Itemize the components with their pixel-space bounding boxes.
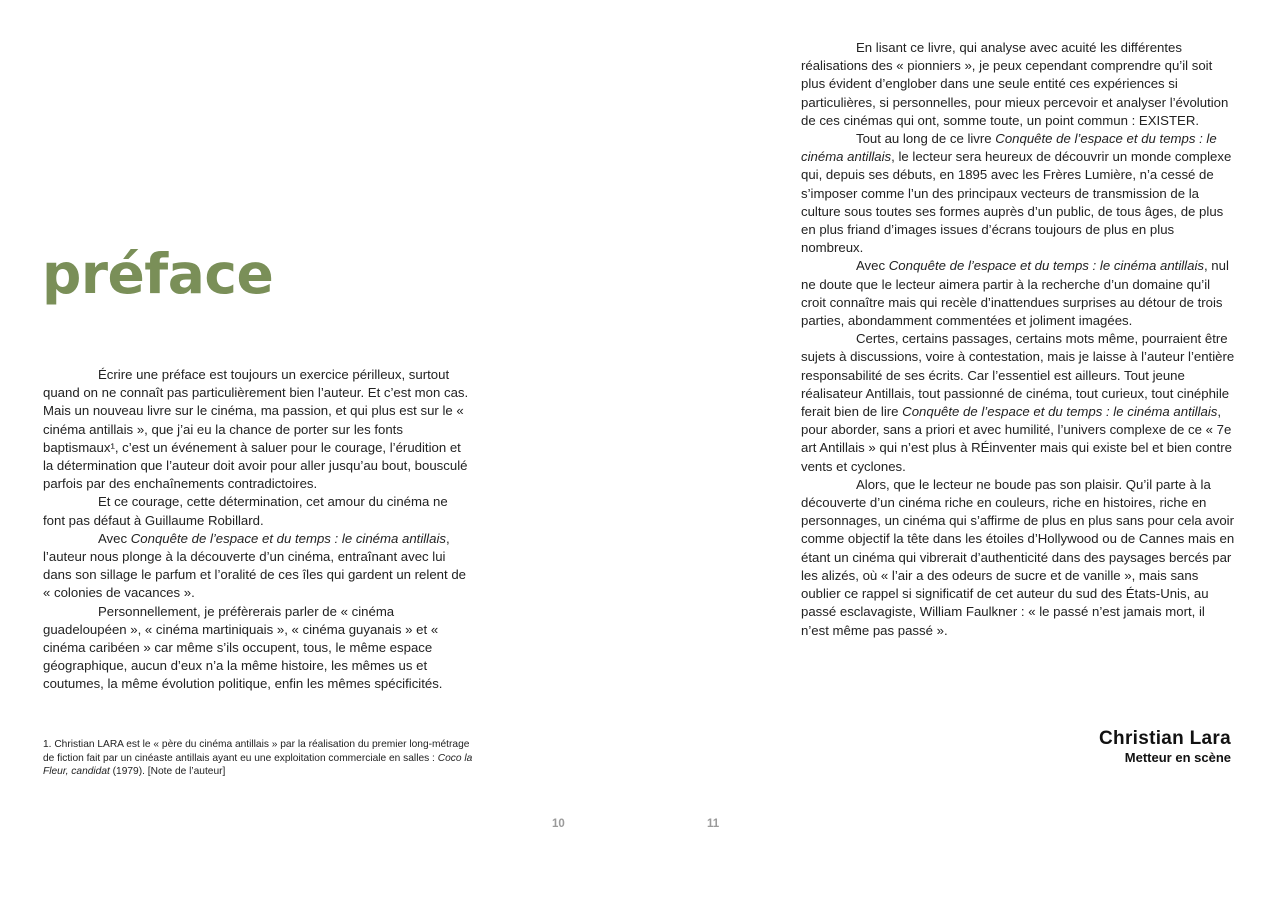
text-run: En lisant ce livre, qui analyse avec acuité les différentes réalisations des « pionniers », je peux cependant comprendre qu’il soit plus évident d’englober dans une seule entité ces expériences si particulières, si personnelles, pour mieux percevoir et analyser l’évolution de ces cinémas qui ont, somme toute, un point commun : EXISTER.: [801, 40, 1229, 128]
page-number-right: 11: [707, 818, 720, 830]
paragraph: [43, 603, 473, 694]
text-run: (1979). [Note de l’auteur]: [109, 766, 226, 778]
book-title-italic: Coco la Fleur, candidat: [43, 752, 473, 778]
text-run: Certes, certains passages, certains mots même, pourraient être sujets à discussions, voire à contestation, mais je laisse à l’auteur l’entière responsabilité de ses écrits. Car l’essentiel est ailleurs. Tout jeune réalisateur Antillais, tout passionné de cinéma, tout curieux, tout cinéphile ferait bien de lire: [801, 331, 1235, 420]
paragraph: [801, 257, 1235, 330]
signature-role: Metteur en scène: [1124, 750, 1231, 765]
signature-block: [1099, 728, 1231, 766]
text-run: Tout au long de ce livre: [856, 131, 996, 147]
book-title-italic: Conquête de l’espace et du temps : le cinéma antillais: [801, 131, 1217, 165]
text-run: Personnellement, je préfèrerais parler de « cinéma guadeloupéen », « cinéma martiniquais », « cinéma guyanais » et « cinéma caribéen » car même s’ils occupent, tous, le même espace géographique, aucun d’eux n’a la même histoire, les mêmes us et coutumes, la même évolution politique, enfin les mêmes spécificités.: [43, 603, 443, 692]
text-run: Et ce courage, cette détermination, cet amour du cinéma ne font pas défaut à Guillaume Robillard.: [43, 494, 448, 528]
footnote: [43, 738, 473, 779]
book-title-italic: Conquête de l’espace et du temps : le cinéma antillais: [130, 530, 446, 546]
paragraph: [801, 476, 1235, 640]
text-run: Écrire une préface est toujours un exercice périlleux, surtout quand on ne connaît pas particulièrement bien l’auteur. Et c’est mon cas. Mais un nouveau livre sur le cinéma, ma passion, et qui plus est sur le « cinéma antillais », que j’ai eu la chance de porter sur les fonts baptismaux¹, c’est un événement à saluer pour le courage, l’érudition et la détermination que l’auteur doit avoir pour aller jusqu’au bout, bousculé parfois par des enchaînements contradictoires.: [43, 367, 469, 492]
paragraph: [801, 39, 1235, 130]
left-body-text: [43, 366, 473, 694]
paragraph: [43, 366, 473, 493]
paragraph: [801, 330, 1235, 476]
page-number-left: 10: [552, 818, 565, 830]
text-run: , l’auteur nous plonge à la découverte d’un cinéma, entraînant avec lui dans son sillage le parfum et l’oralité de ces îles qui gardent un relent de « colonies de vacances ».: [43, 530, 466, 601]
book-title-italic: Conquête de l’espace et du temps : le cinéma antillais: [902, 404, 1218, 420]
page-title: préface: [42, 242, 274, 306]
text-run: 1. Christian LARA est le « père du cinéma antillais » par la réalisation du premier long-métrage de fiction fait par un cinéaste antillais ayant eu une exploitation commerciale en salles :: [43, 739, 470, 764]
book-title-italic: Conquête de l’espace et du temps : le cinéma antillais: [888, 258, 1204, 274]
text-run: Avec: [98, 530, 131, 546]
text-run: , pour aborder, sans a priori et avec humilité, l’univers complexe de ce « 7e art Antillais » qui n’est plus à RÉinventer mais qui existe bel et bien contre vents et cyclones.: [801, 404, 1233, 474]
paragraph: [801, 130, 1235, 257]
right-page: [637, 0, 1274, 904]
text-run: Alors, que le lecteur ne boude pas son plaisir. Qu’il parte à la découverte d’un cinéma riche en couleurs, riche en histoires, riche en personnages, un cinéma qui s’affirme de plus en plus sans pour cela avoir comme objectif la tête dans les étoiles d’Hollywood ou de Cannes mais en étant un cinéma qui vibrerait d’authenticité dans des paysages bercés par les alizés, où « l’air a des odeurs de sucre et de vanille », mais sans oublier ce rappel si significatif de cet auteur du sud des États-Unis, au passé esclavagiste, William Faulkner : « le passé n’est jamais mort, il n’est même pas passé ».: [801, 476, 1235, 638]
paragraph: [43, 493, 473, 529]
text-run: , le lecteur sera heureux de découvrir un monde complexe qui, depuis ses débuts, en 1895 avec les Frères Lumière, n’a cessé de s’imposer comme l’un des principaux vecteurs de transmission de la culture sous toutes ses formes auprès d’un public, de tous âges, de plus en plus friand d’images issues d’écrans toujours de plus en plus nombreux.: [801, 149, 1232, 256]
text-run: Avec: [856, 258, 889, 274]
text-run: , nul ne doute que le lecteur aimera partir à la recherche d’un domaine qu’il croit connaître mais qui recèle d’inattendues surprises au détour de trois parties, abondamment commentées et joliment imagées.: [801, 258, 1229, 329]
paragraph: [43, 530, 473, 603]
signature-name: Christian Lara: [1099, 728, 1231, 749]
right-body-text: [801, 39, 1235, 640]
